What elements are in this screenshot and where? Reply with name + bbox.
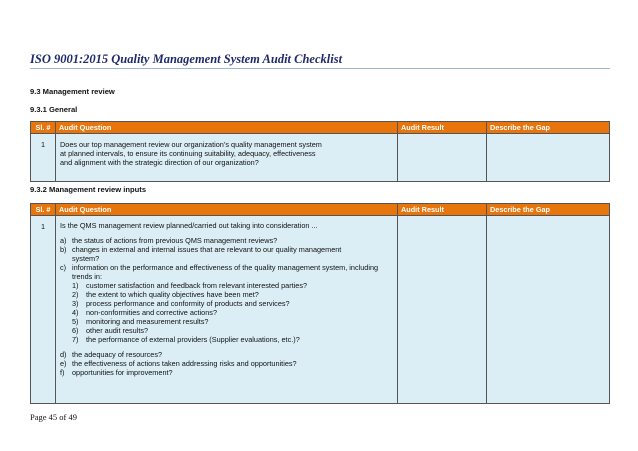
list-item [60, 290, 393, 299]
question-line: and alignment with the strategic direction of our organization? [60, 158, 259, 167]
audit-question-cell [56, 216, 398, 404]
table-row [31, 216, 610, 404]
list-text: information on the performance and effectiveness of the quality management system, including trends in: [72, 263, 379, 281]
list-item [60, 236, 393, 245]
list-text: customer satisfaction and feedback from relevant interested parties? [86, 281, 308, 290]
list-text: the effectiveness of actions taken addressing risks and opportunities? [72, 359, 297, 368]
list-item [60, 368, 393, 377]
describe-gap-cell[interactable] [487, 216, 610, 404]
audit-table-general [30, 121, 610, 182]
list-item [60, 308, 393, 317]
row-number: 1 [31, 134, 56, 182]
list-item [60, 335, 393, 344]
list-item [60, 263, 393, 281]
table-row [31, 134, 610, 182]
audit-table-inputs [30, 203, 610, 404]
audit-result-cell[interactable] [398, 216, 487, 404]
list-marker: c) [60, 263, 67, 272]
list-marker: 2) [72, 290, 79, 299]
list-marker: d) [60, 350, 67, 359]
describe-gap-cell[interactable] [487, 134, 610, 182]
question-line: Does our top management review our organization’s quality management system [60, 140, 322, 149]
list-marker: 1) [72, 281, 79, 290]
title-divider [30, 68, 610, 69]
list-marker: e) [60, 359, 67, 368]
list-marker: 7) [72, 335, 79, 344]
table-header-row [31, 204, 610, 216]
list-marker: b) [60, 245, 67, 254]
section-heading-9-3-1: 9.3.1 General [30, 105, 78, 114]
list-text: non-conformities and corrective actions? [86, 308, 218, 317]
document-title: ISO 9001:2015 Quality Management System Audit Checklist [30, 52, 343, 66]
section-heading-9-3: 9.3 Management review [30, 87, 115, 96]
header-audit-question: Audit Question [56, 122, 398, 134]
header-sl-num: Sl. # [31, 204, 56, 216]
table-header-row [31, 122, 610, 134]
list-item [60, 281, 393, 290]
question-intro: Is the QMS management review planned/carried out taking into consideration ... [60, 221, 318, 230]
header-audit-result: Audit Result [398, 204, 487, 216]
list-marker: 4) [72, 308, 79, 317]
header-describe-gap: Describe the Gap [487, 204, 610, 216]
header-describe-gap: Describe the Gap [487, 122, 610, 134]
list-item [60, 245, 393, 263]
list-text: the extent to which quality objectives have been met? [86, 290, 259, 299]
header-audit-result: Audit Result [398, 122, 487, 134]
list-text: process performance and conformity of products and services? [86, 299, 290, 308]
header-audit-question: Audit Question [56, 204, 398, 216]
list-marker: 6) [72, 326, 79, 335]
list-item [60, 299, 393, 308]
list-item [60, 317, 393, 326]
list-marker: 5) [72, 317, 79, 326]
page-number: Page 45 of 49 [30, 412, 77, 422]
audit-result-cell[interactable] [398, 134, 487, 182]
list-text: opportunities for improvement? [72, 368, 173, 377]
question-line: at planned intervals, to ensure its continuing suitability, adequacy, effectiveness [60, 149, 316, 158]
list-text: the status of actions from previous QMS management reviews? [72, 236, 278, 245]
list-marker: f) [60, 368, 65, 377]
row-number: 1 [31, 216, 56, 404]
list-item [60, 326, 393, 335]
list-item [60, 350, 393, 359]
list-text: other audit results? [86, 326, 149, 335]
list-text: the performance of external providers (Supplier evaluations, etc.)? [86, 335, 300, 344]
list-text: changes in external and internal issues that are relevant to our quality management system? [72, 245, 342, 263]
header-sl-num: Sl. # [31, 122, 56, 134]
list-text: the adequacy of resources? [72, 350, 163, 359]
list-text: monitoring and measurement results? [86, 317, 209, 326]
list-marker: 3) [72, 299, 79, 308]
section-heading-9-3-2: 9.3.2 Management review inputs [30, 185, 147, 194]
list-item [60, 359, 393, 368]
list-marker: a) [60, 236, 67, 245]
audit-question-cell [56, 134, 398, 182]
